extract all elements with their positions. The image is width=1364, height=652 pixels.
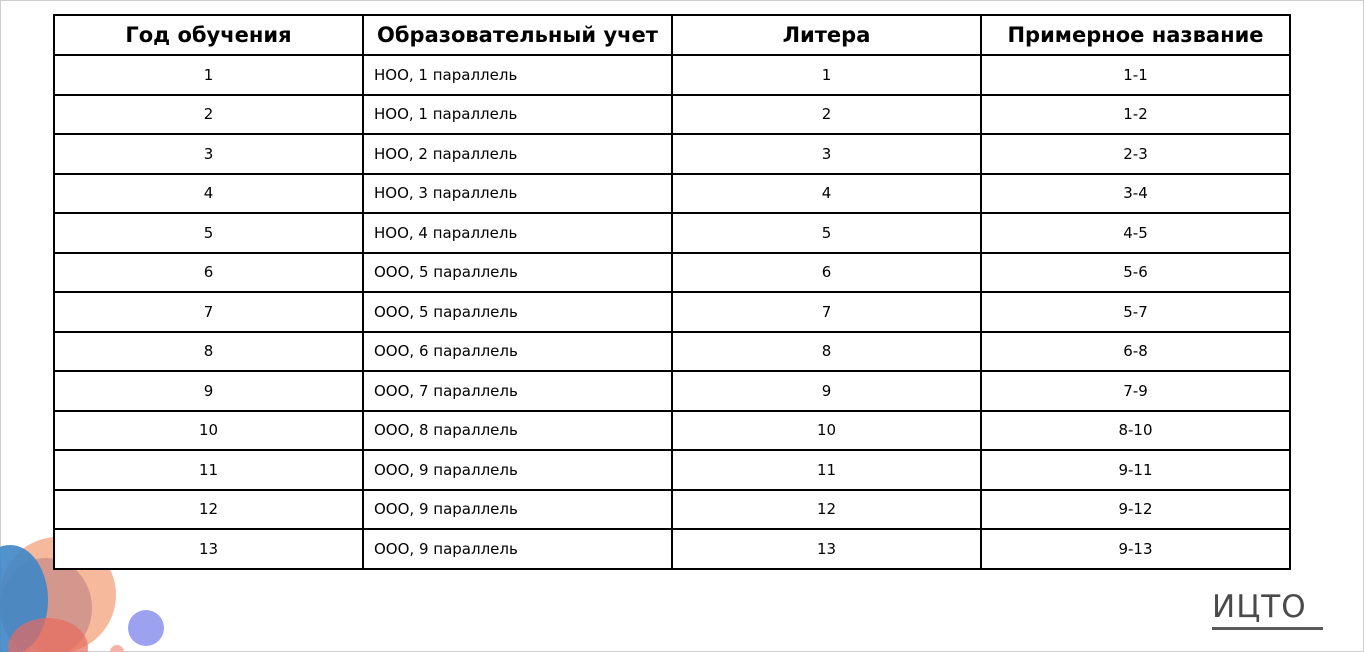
header-letter: Литера: [672, 15, 981, 55]
table-row: [54, 95, 1290, 135]
cell-education-level: НОО, 1 параллель: [363, 55, 672, 95]
itco-logo: [1212, 590, 1324, 630]
cell-approx-name: 9-13: [981, 529, 1290, 569]
cell-approx-name: 9-11: [981, 450, 1290, 490]
cell-approx-name: 7-9: [981, 371, 1290, 411]
cell-letter: 2: [672, 95, 981, 135]
cell-education-level: НОО, 2 параллель: [363, 134, 672, 174]
cell-study-year: 8: [54, 332, 363, 372]
cell-education-level: ООО, 7 параллель: [363, 371, 672, 411]
cell-approx-name: 6-8: [981, 332, 1290, 372]
cell-letter: 13: [672, 529, 981, 569]
cell-letter: 9: [672, 371, 981, 411]
header-row: [54, 15, 1290, 55]
table-row: [54, 292, 1290, 332]
logo-text: ИЦТО: [1212, 589, 1307, 625]
cell-study-year: 1: [54, 55, 363, 95]
cell-study-year: 13: [54, 529, 363, 569]
table-row: [54, 332, 1290, 372]
cell-approx-name: 5-7: [981, 292, 1290, 332]
cell-letter: 10: [672, 411, 981, 451]
table-header: [54, 15, 1290, 55]
table-row: [54, 411, 1290, 451]
table-body: [54, 55, 1290, 569]
table-row: [54, 490, 1290, 530]
cell-approx-name: 3-4: [981, 174, 1290, 214]
cell-approx-name: 5-6: [981, 253, 1290, 293]
cell-education-level: ООО, 8 параллель: [363, 411, 672, 451]
cell-letter: 7: [672, 292, 981, 332]
cell-study-year: 11: [54, 450, 363, 490]
cell-study-year: 10: [54, 411, 363, 451]
table-row: [54, 134, 1290, 174]
cell-letter: 8: [672, 332, 981, 372]
cell-letter: 6: [672, 253, 981, 293]
decorative-circle-pink: [110, 645, 124, 652]
cell-approx-name: 2-3: [981, 134, 1290, 174]
cell-approx-name: 4-5: [981, 213, 1290, 253]
cell-study-year: 4: [54, 174, 363, 214]
table-row: [54, 529, 1290, 569]
cell-education-level: ООО, 9 параллель: [363, 490, 672, 530]
header-study-year: Год обучения: [54, 15, 363, 55]
cell-study-year: 6: [54, 253, 363, 293]
cell-letter: 3: [672, 134, 981, 174]
cell-education-level: НОО, 1 параллель: [363, 95, 672, 135]
table-row: [54, 174, 1290, 214]
cell-study-year: 12: [54, 490, 363, 530]
cell-approx-name: 1-1: [981, 55, 1290, 95]
cell-letter: 1: [672, 55, 981, 95]
cell-education-level: НОО, 4 параллель: [363, 213, 672, 253]
cell-letter: 11: [672, 450, 981, 490]
cell-education-level: ООО, 5 параллель: [363, 292, 672, 332]
decorative-circle-purple: [128, 610, 164, 646]
classes-table: [53, 14, 1291, 570]
cell-letter: 5: [672, 213, 981, 253]
cell-education-level: ООО, 9 параллель: [363, 529, 672, 569]
logo-underline: [1212, 627, 1323, 630]
header-approx-name: Примерное название: [981, 15, 1290, 55]
cell-study-year: 9: [54, 371, 363, 411]
cell-study-year: 5: [54, 213, 363, 253]
cell-letter: 4: [672, 174, 981, 214]
table-row: [54, 213, 1290, 253]
cell-study-year: 3: [54, 134, 363, 174]
cell-education-level: ООО, 9 параллель: [363, 450, 672, 490]
cell-study-year: 7: [54, 292, 363, 332]
header-education-level: Образовательный учет: [363, 15, 672, 55]
cell-letter: 12: [672, 490, 981, 530]
table-row: [54, 55, 1290, 95]
cell-education-level: НОО, 3 параллель: [363, 174, 672, 214]
cell-education-level: ООО, 6 параллель: [363, 332, 672, 372]
cell-approx-name: 8-10: [981, 411, 1290, 451]
table-row: [54, 371, 1290, 411]
cell-study-year: 2: [54, 95, 363, 135]
cell-education-level: ООО, 5 параллель: [363, 253, 672, 293]
cell-approx-name: 9-12: [981, 490, 1290, 530]
cell-approx-name: 1-2: [981, 95, 1290, 135]
table-row: [54, 450, 1290, 490]
table-row: [54, 253, 1290, 293]
